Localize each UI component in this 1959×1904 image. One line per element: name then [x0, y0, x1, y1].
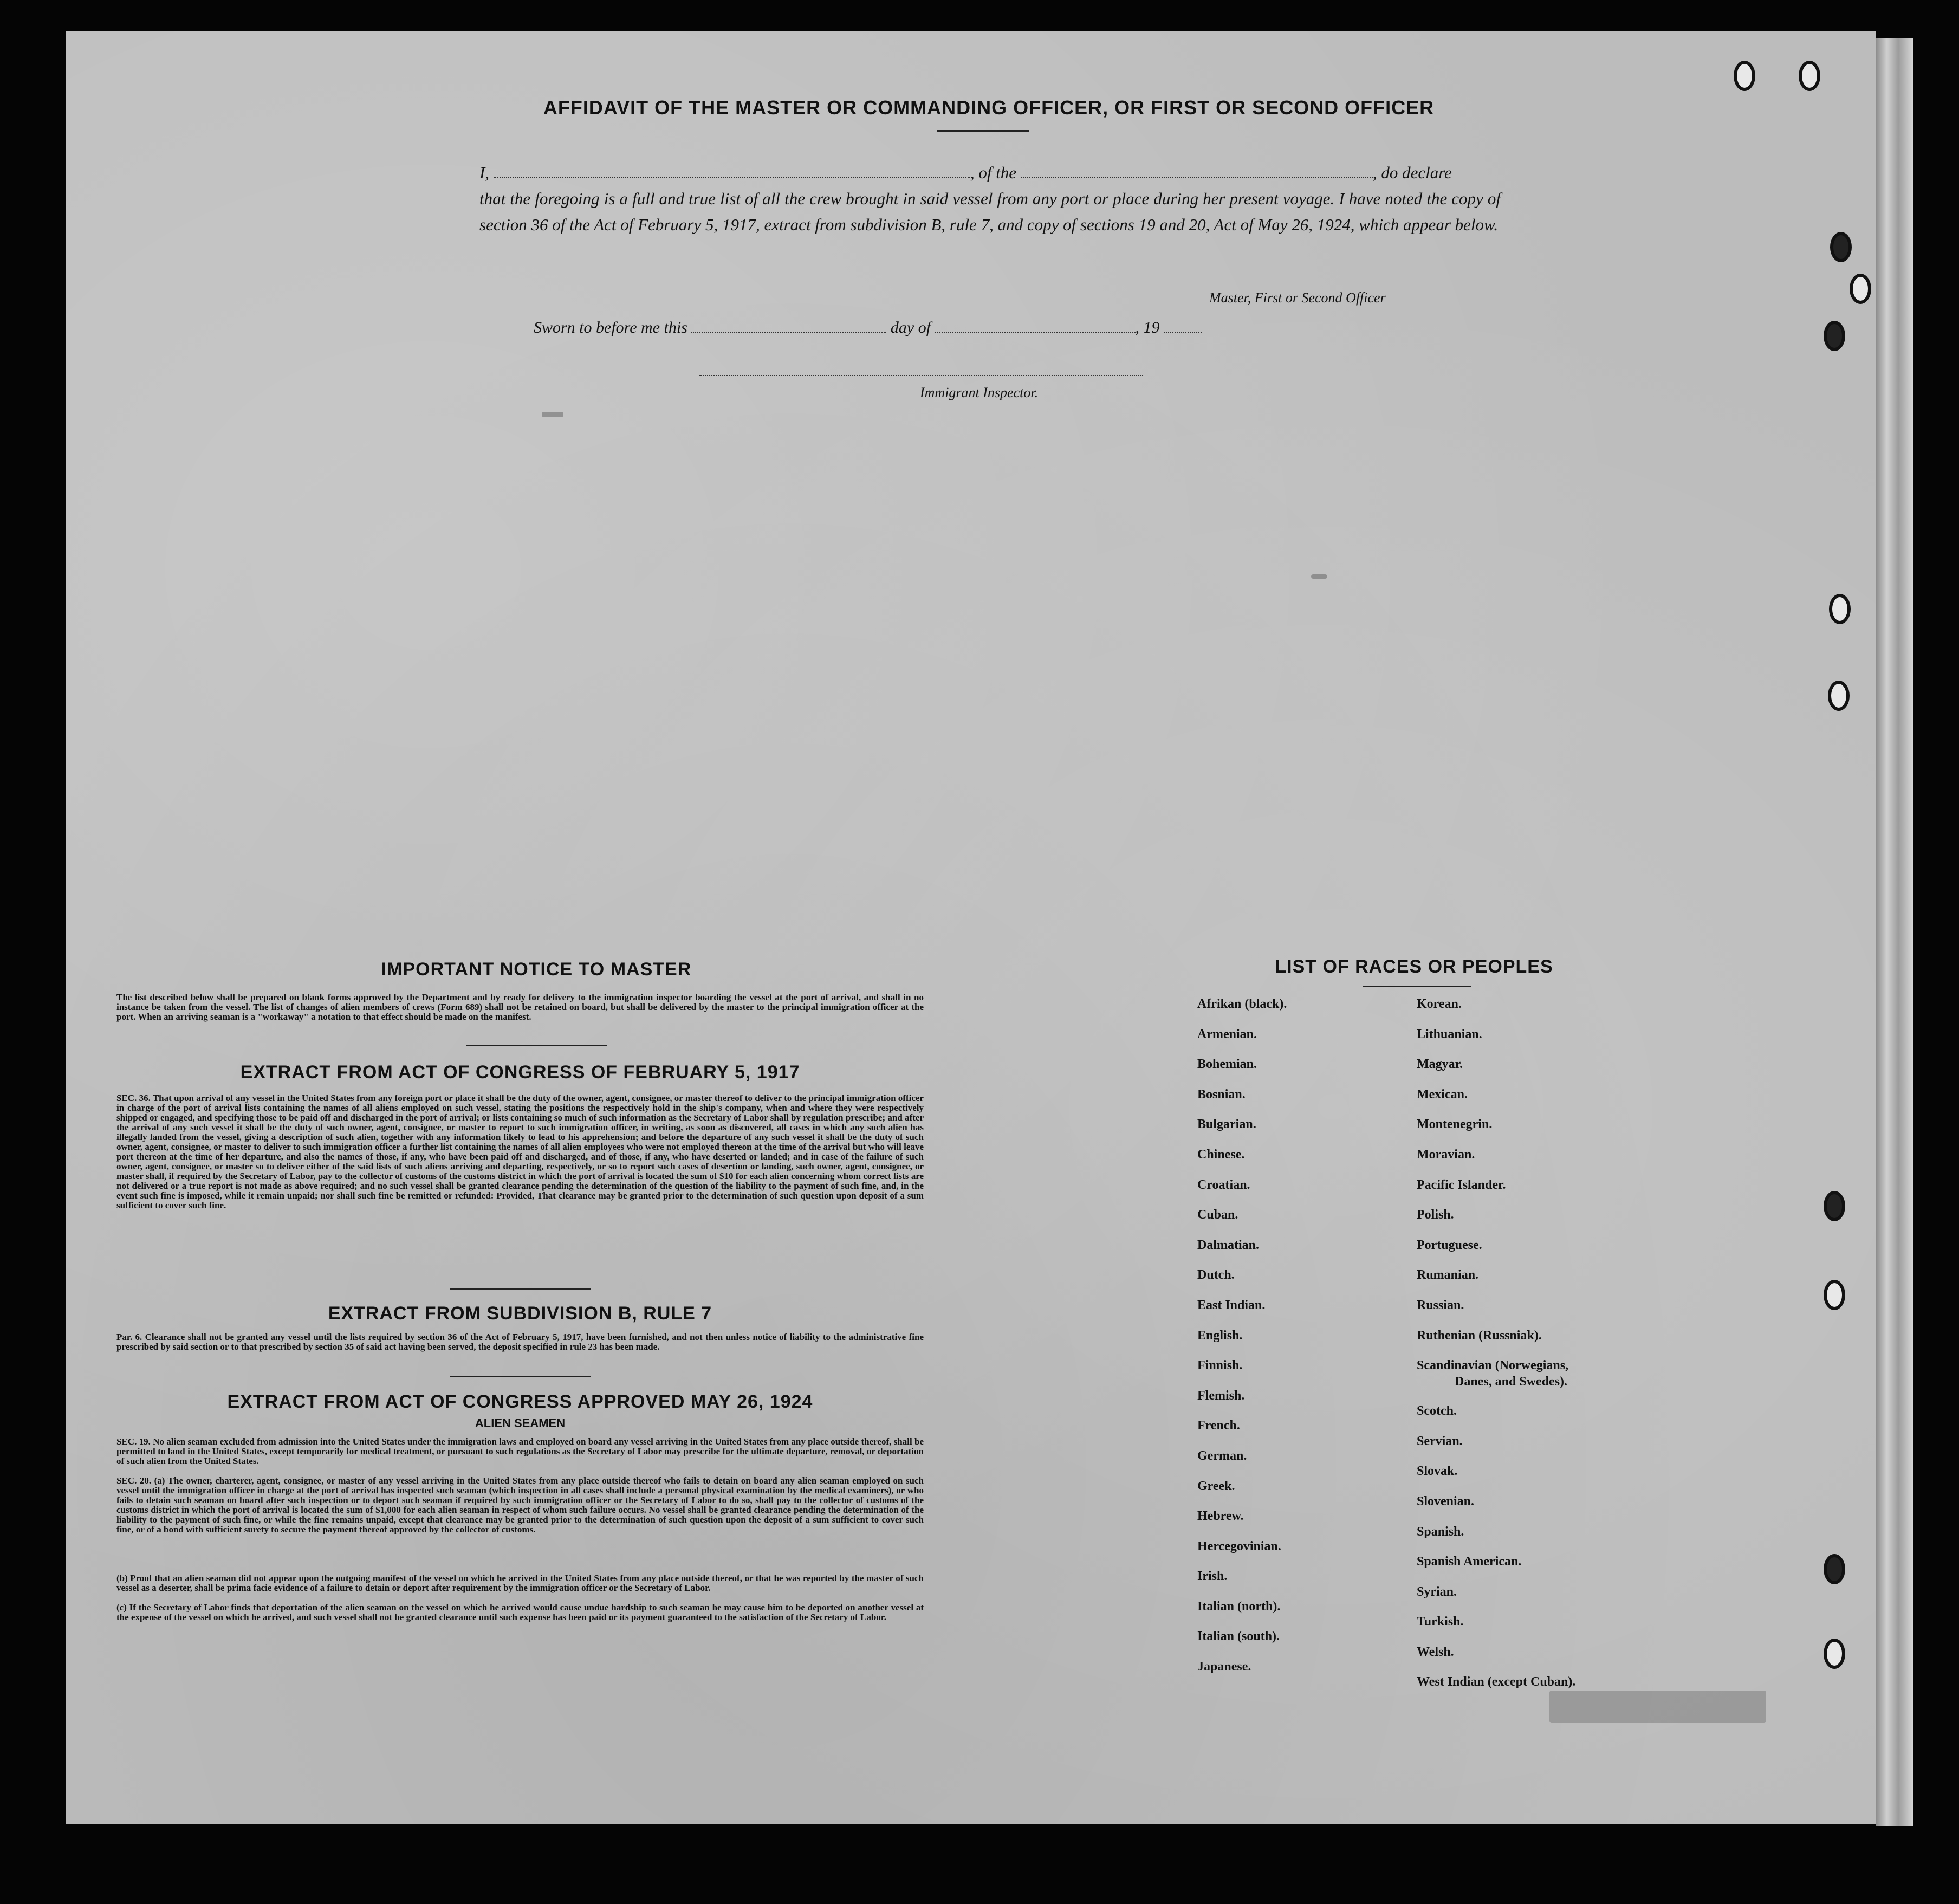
race-item: Irish.	[1197, 1569, 1228, 1584]
race-item: Flemish.	[1197, 1388, 1245, 1403]
race-item: English.	[1197, 1328, 1243, 1343]
binder-hole	[1824, 321, 1845, 351]
race-item: Servian.	[1417, 1434, 1463, 1448]
race-item: Lithuanian.	[1417, 1027, 1482, 1041]
extract-1924-sec20c: (c) If the Secretary of Labor finds that deportation of the alien seaman on the vessel on which he arrived would cause undue hardship to such seaman he may cause him to be deported on another vessel at the expense of the vessel on which he arrived, and such vessel shall not be granted clearance until such expense has been paid or its payment guaranteed to the satisfaction of the Secretary of Labor.	[116, 1602, 924, 1622]
vessel-label: , of the	[970, 163, 1017, 182]
binder-hole	[1734, 61, 1755, 91]
extract-1924-title: EXTRACT FROM ACT OF CONGRESS APPROVED MAY 26, 1924	[227, 1391, 813, 1412]
race-item: Korean.	[1417, 997, 1462, 1011]
vessel-name-field[interactable]	[1021, 164, 1373, 178]
sworn-line	[534, 319, 1202, 337]
declare-label: , do declare	[1372, 163, 1452, 182]
race-item: Hercegovinian.	[1197, 1539, 1281, 1553]
race-item	[1417, 1357, 1575, 1403]
race-item: Ruthenian (Russniak).	[1417, 1328, 1542, 1343]
affidavit-text	[479, 160, 1501, 238]
divider	[450, 1288, 591, 1290]
affidavit-statement: that the foregoing is a full and true list of all the crew brought in said vessel from any port or place during her present voyage. I have noted the copy of section 36 of the Act of February 5, 1917, extract from subdivision B, rule 7, and copy of sections 19 and 20, Act of May 26, 1924, which appear below.	[479, 189, 1501, 234]
race-item: Dutch.	[1197, 1268, 1235, 1283]
bleed-through-mark	[1311, 574, 1327, 579]
sworn-year-field[interactable]	[1164, 319, 1202, 333]
day-of-label: day of	[890, 319, 931, 336]
binder-hole	[1829, 594, 1851, 624]
extract-1917-title: EXTRACT FROM ACT OF CONGRESS OF FEBRUARY 5, 1917	[240, 1062, 800, 1083]
declarant-label: I,	[479, 163, 490, 182]
race-item: Slovak.	[1417, 1464, 1458, 1479]
race-item: West Indian (except Cuban).	[1417, 1675, 1576, 1689]
race-item: Pacific Islander.	[1417, 1177, 1506, 1192]
binder-hole	[1828, 681, 1850, 711]
race-item: Slovenian.	[1417, 1494, 1475, 1508]
race-item: Chinese.	[1197, 1147, 1245, 1162]
extract-rule7-title: EXTRACT FROM SUBDIVISION B, RULE 7	[328, 1303, 712, 1324]
race-item: Bosnian.	[1197, 1087, 1246, 1102]
sworn-label: Sworn to before me this	[534, 319, 687, 336]
race-item: Mexican.	[1417, 1087, 1468, 1102]
sworn-month-field[interactable]	[935, 319, 1136, 333]
bleed-through-mark	[542, 412, 563, 417]
race-item: Welsh.	[1417, 1644, 1454, 1659]
page-edge-stack	[1876, 38, 1913, 1826]
race-item: Rumanian.	[1417, 1268, 1479, 1283]
year-label: , 19	[1135, 319, 1160, 336]
race-item: French.	[1197, 1419, 1240, 1433]
binder-hole	[1850, 274, 1871, 304]
binder-hole	[1799, 61, 1820, 91]
notice-text: The list described below shall be prepared on blank forms approved by the Department and by ready for delivery to the immigration inspector boarding the vessel at the port of arrival, and shall in no instance be taken from the vessel. The list of changes of alien members of crews (Form 689) shall not be retained on board, but shall be delivered by the master to the principal immigration officer at the port. When an arriving seaman is a "workaway" a notation to that effect should be made on the manifest.	[116, 992, 924, 1022]
race-item: Russian.	[1417, 1298, 1464, 1312]
races-left-column	[1197, 996, 1287, 1689]
race-item: Afrikan (black).	[1197, 997, 1287, 1011]
extract-rule7-text: Par. 6. Clearance shall not be granted any vessel until the lists required by section 36 of the Act of February 5, 1917, have been furnished, and not then unless notice of liability to the administrative fine prescribed by said section or to that prescribed by section 35 of said act having been served, the deposit specified in rule 23 has been made.	[116, 1332, 924, 1352]
binder-hole	[1830, 232, 1852, 262]
race-item: Dalmatian.	[1197, 1238, 1259, 1252]
race-item: Turkish.	[1417, 1615, 1464, 1629]
race-item: Japanese.	[1197, 1660, 1251, 1674]
races-right-column	[1417, 996, 1575, 1704]
binder-hole	[1824, 1639, 1845, 1669]
inspector-signature-field[interactable]	[699, 362, 1143, 376]
document-page	[66, 31, 1876, 1824]
race-item: Cuban.	[1197, 1208, 1238, 1222]
race-item: Moravian.	[1417, 1147, 1475, 1162]
race-item: Montenegrin.	[1417, 1117, 1493, 1132]
race-item: Bohemian.	[1197, 1057, 1257, 1072]
race-item: Spanish.	[1417, 1524, 1464, 1539]
affidavit-title: AFFIDAVIT OF THE MASTER OR COMMANDING OFFICER, OR FIRST OR SECOND OFFICER	[543, 96, 1435, 119]
race-item: Hebrew.	[1197, 1509, 1244, 1524]
race-item: Magyar.	[1417, 1057, 1463, 1072]
race-item: Armenian.	[1197, 1027, 1257, 1041]
race-item: Italian (north).	[1197, 1599, 1281, 1614]
race-item: Croatian.	[1197, 1177, 1250, 1192]
inspector-label: Immigrant Inspector.	[920, 385, 1039, 400]
binder-hole	[1824, 1280, 1845, 1310]
binder-hole	[1824, 1191, 1845, 1221]
extract-1917-text: SEC. 36. That upon arrival of any vessel in the United States from any foreign port or place it shall be the duty of the owner, agent, consignee, or master thereof to deliver to the principal immigration officer in charge of the port of arrival lists containing the names of all aliens employed on such vessel, stating the positions the respectively hold in the ship's company, when and where they were respectively shipped or engaged, and specifying those to be paid off and discharged in the port of arrival; or lists containing so much of such information as the Secretary of Labor shall by regulation prescribe; and after the arrival of any such vessel it shall be the duty of such owner, agent, consignee, or master to report to such immigration officer, in writing, as soon as discovered, all cases in which any such alien has illegally landed from the vessel, giving a description of such alien, together with any information likely to lead to his apprehension; and before the departure of any such vessel it shall be the duty of such owner, agent, consignee, or master to deliver to such immigration officer a further list containing the names of all alien employees who were not employed thereon at the time of the arrival but who will leave port thereon at the time of her departure, and also the names of those, if any, who have been paid off and discharged, and of those, if any, who have deserted or landed; and in case of the failure of such owner, agent, consignee, or master so to deliver either of the said lists of such aliens arriving and departing, respectively, or so to report such cases of desertion or landing, such owner, agent, consignee, or master shall, if required by the Secretary of Labor, pay to the collector of customs of the customs district in which the port of arrival is located the sum of $10 for each alien concerning whom correct lists are not delivered or a true report is not made as above required; and no such vessel shall be granted clearance pending the determination of the question of the liability to the payment of such fine, and, in the event such fine is imposed, while it remain unpaid; nor shall such fine be remitted or refunded: Provided, That clearance may be granted prior to the determination of such question upon deposit of a sum sufficient to cover such fine.	[116, 1093, 924, 1210]
declarant-name-field[interactable]	[494, 164, 970, 178]
race-item: Spanish American.	[1417, 1555, 1522, 1569]
extract-1924-subtitle: ALIEN SEAMEN	[475, 1416, 566, 1430]
race-item: German.	[1197, 1448, 1247, 1463]
race-item-line: Scandinavian (Norwegians,	[1417, 1358, 1569, 1373]
races-title: LIST OF RACES OR PEOPLES	[1275, 956, 1553, 977]
race-item: Syrian.	[1417, 1584, 1457, 1599]
divider	[466, 1045, 607, 1046]
divider	[450, 1376, 591, 1377]
title-underline	[937, 130, 1029, 132]
races-title-underline	[1363, 986, 1471, 987]
race-item: East Indian.	[1197, 1298, 1266, 1312]
extract-1924-sec20b: (b) Proof that an alien seaman did not appear upon the outgoing manifest of the vessel on which he arrived in the United States from any place outside thereof, or that he was reported by the master of such vessel as a deserter, shall be prima facie evidence of a failure to detain or deport after requirement by the immigration officer or the Secretary of Labor.	[116, 1573, 924, 1593]
bleed-through-mark	[1549, 1691, 1766, 1723]
notice-title: IMPORTANT NOTICE TO MASTER	[381, 959, 692, 980]
sworn-day-field[interactable]	[691, 319, 886, 333]
signature-label: Master, First or Second Officer	[1209, 290, 1386, 306]
race-item: Bulgarian.	[1197, 1117, 1256, 1132]
race-item: Polish.	[1417, 1208, 1454, 1222]
race-item-line: Danes, and Swedes).	[1455, 1375, 1568, 1389]
race-item: Italian (south).	[1197, 1629, 1280, 1644]
race-item: Greek.	[1197, 1479, 1235, 1493]
binder-hole	[1824, 1554, 1845, 1584]
extract-1924-sec19: SEC. 19. No alien seaman excluded from admission into the United States under the immigration laws and employed on board any vessel arriving in the United States from any place outside thereof, shall be permitted to land in the United States, except temporarily for medical treatment, or pursuant to such regulations as the Secretary of Labor may prescribe for the ultimate departure, removal, or deportation of such alien from the United States.	[116, 1436, 924, 1466]
race-item: Portuguese.	[1417, 1238, 1482, 1252]
race-item: Scotch.	[1417, 1404, 1457, 1419]
extract-1924-sec20a: SEC. 20. (a) The owner, charterer, agent, consignee, or master of any vessel arriving in the United States from any place outside thereof who fails to detain on board any alien seaman employed on such vessel until the immigration officer in charge at the port of arrival has inspected such seaman (which inspection in all cases shall include a personal physical examination by the medical examiners), or who fails to detain such seaman on board after such inspection or to deport such seaman if required by such immigration officer or the Secretary of Labor to do so, shall pay to the collector of customs of the customs district in which the port of arrival is located the sum of $1,000 for each alien seaman in respect of whom such failure occurs. No vessel shall be granted clearance pending the determination of the liability to the payment of such fine, or while the fine remains unpaid, except that clearance may be granted prior to the determination of such question upon the deposit of a sum sufficient to cover such fine, or of a bond with sufficient surety to secure the payment thereof approved by the collector of customs.	[116, 1475, 924, 1534]
race-item: Finnish.	[1197, 1358, 1243, 1373]
